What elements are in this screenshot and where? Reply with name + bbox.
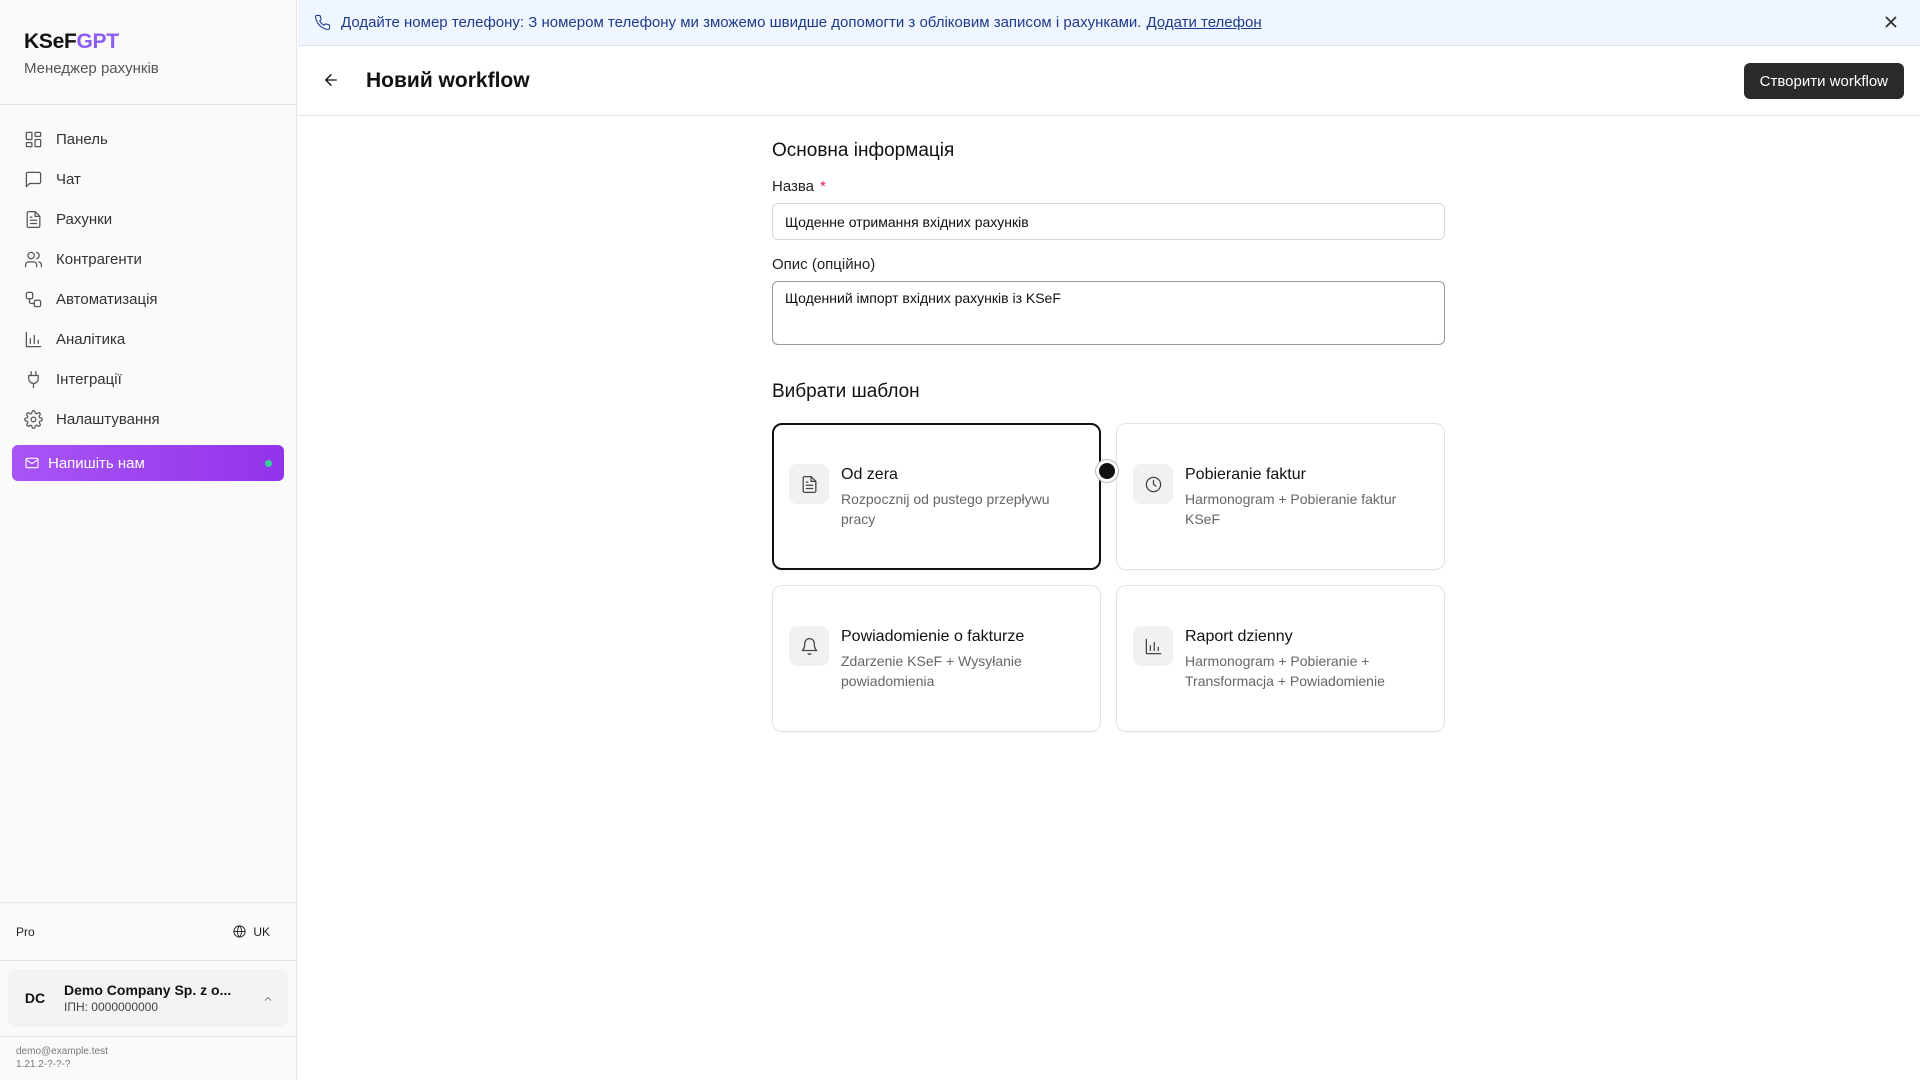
create-workflow-button[interactable]: Створити workflow	[1744, 63, 1904, 99]
template-card-fetch-invoices[interactable]	[1116, 423, 1445, 570]
sidebar-nav	[0, 105, 296, 495]
workflow-form	[772, 140, 1445, 732]
card-icon-wrap	[789, 464, 829, 504]
add-phone-link[interactable]: Додати телефон	[1146, 14, 1262, 31]
company-tax-id: ІПН: 0000000000	[64, 1000, 159, 1014]
banner-close-button[interactable]	[1884, 15, 1898, 29]
phone-banner	[298, 0, 1920, 46]
brand-subtitle: Менеджер рахунків	[24, 60, 159, 77]
card-text	[1185, 464, 1428, 529]
plan-badge: Pro	[16, 924, 35, 939]
bar-chart-icon	[1144, 637, 1163, 656]
online-status-dot	[265, 460, 272, 467]
plan-row	[0, 902, 296, 960]
card-text	[841, 464, 1084, 529]
basic-info-title: Основна інформація	[772, 140, 955, 161]
sidebar-item-invoices[interactable]	[12, 199, 284, 239]
name-input[interactable]: Щоденне отримання вхідних рахунків	[772, 203, 1445, 240]
document-icon	[800, 475, 819, 494]
logo[interactable]	[24, 30, 272, 54]
sidebar-item-label: Панель	[56, 130, 108, 148]
card-text	[841, 626, 1084, 691]
sidebar-item-contractors[interactable]	[12, 239, 284, 279]
name-label	[772, 178, 1445, 195]
phone-icon	[314, 14, 331, 31]
users-icon	[24, 250, 43, 269]
sidebar-footer	[0, 902, 296, 1080]
invoice-icon	[24, 210, 43, 229]
account-info	[0, 1036, 296, 1080]
plug-icon	[24, 370, 43, 389]
arrow-left-icon	[322, 71, 340, 89]
template-section-title: Вибрати шаблон	[772, 381, 920, 402]
sidebar-item-label: Інтеграції	[56, 370, 122, 388]
sidebar-item-label: Аналітика	[56, 330, 126, 348]
template-card-invoice-notification[interactable]	[772, 585, 1101, 732]
card-title: Od zera	[841, 466, 898, 483]
card-title: Powiadomienie o fakturze	[841, 628, 1025, 645]
card-description: Rozpocznij od pustego przepływu pracy	[841, 491, 1050, 527]
sidebar-item-label: Налаштування	[56, 410, 160, 428]
logo-text-part2: GPT	[76, 30, 119, 53]
sidebar-item-automation[interactable]	[12, 279, 284, 319]
page-header	[298, 47, 1920, 116]
sidebar	[0, 0, 297, 1080]
sidebar-item-integrations[interactable]	[12, 359, 284, 399]
language-switcher[interactable]	[232, 924, 270, 939]
card-title: Raport dzienny	[1185, 628, 1293, 645]
chevron-up-icon	[262, 993, 274, 1005]
banner-text: Додайте номер телефону: З номером телефону ми зможемо швидше допомогти з обліковим записом і рахунками.	[341, 14, 1142, 31]
gear-icon	[24, 410, 43, 429]
sidebar-item-dashboard[interactable]	[12, 119, 284, 159]
dashboard-icon	[24, 130, 43, 149]
sidebar-item-chat[interactable]	[12, 159, 284, 199]
card-icon-wrap	[789, 626, 829, 666]
language-label: UK	[253, 924, 270, 939]
sidebar-item-label: Автоматизація	[56, 290, 158, 308]
mouse-cursor	[1096, 460, 1118, 482]
chat-icon	[24, 170, 43, 189]
clock-icon	[1144, 475, 1163, 494]
card-icon-wrap	[1133, 626, 1173, 666]
contact-us-label: Напишіть нам	[48, 454, 145, 472]
template-card-daily-report[interactable]	[1116, 585, 1445, 732]
company-info	[64, 982, 231, 1014]
brand	[0, 0, 296, 105]
sidebar-item-analytics[interactable]	[12, 319, 284, 359]
company-switcher[interactable]	[8, 969, 288, 1027]
sidebar-item-label: Рахунки	[56, 210, 113, 228]
sidebar-item-label: Контрагенти	[56, 250, 142, 268]
bell-icon	[800, 637, 819, 656]
company-switcher-wrap	[0, 960, 296, 1036]
page-title: Новий workflow	[366, 69, 530, 92]
company-name: Demo Company Sp. z o...	[64, 982, 232, 998]
company-avatar: DC	[24, 990, 46, 1006]
workflow-icon	[24, 290, 43, 309]
template-grid	[772, 423, 1445, 732]
description-label: Опис (опційно)	[772, 256, 876, 273]
name-label-text: Назва	[772, 178, 815, 195]
card-icon-wrap	[1133, 464, 1173, 504]
card-text	[1185, 626, 1428, 691]
mail-icon	[24, 455, 40, 471]
user-email: demo@example.test	[16, 1046, 108, 1057]
logo-text-part1: KSeF	[24, 30, 77, 53]
globe-icon	[232, 924, 247, 939]
description-textarea[interactable]: Щоденний імпорт вхідних рахунків із KSeF	[772, 281, 1445, 345]
close-icon	[1884, 15, 1898, 29]
required-mark: *	[820, 178, 826, 195]
card-description: Harmonogram + Pobieranie + Transformacja + Powiadomienie	[1185, 653, 1385, 689]
sidebar-item-settings[interactable]	[12, 399, 284, 439]
card-title: Pobieranie faktur	[1185, 466, 1306, 483]
card-description: Zdarzenie KSeF + Wysyłanie powiadomienia	[841, 653, 1022, 689]
sidebar-item-label: Чат	[56, 170, 81, 188]
app-version: 1.21.2-?-?-?	[16, 1059, 71, 1070]
card-description: Harmonogram + Pobieranie faktur KSeF	[1185, 491, 1397, 527]
back-button[interactable]	[322, 71, 342, 91]
chart-icon	[24, 330, 43, 349]
template-card-from-scratch[interactable]	[772, 423, 1101, 570]
contact-us-button[interactable]	[12, 445, 284, 481]
